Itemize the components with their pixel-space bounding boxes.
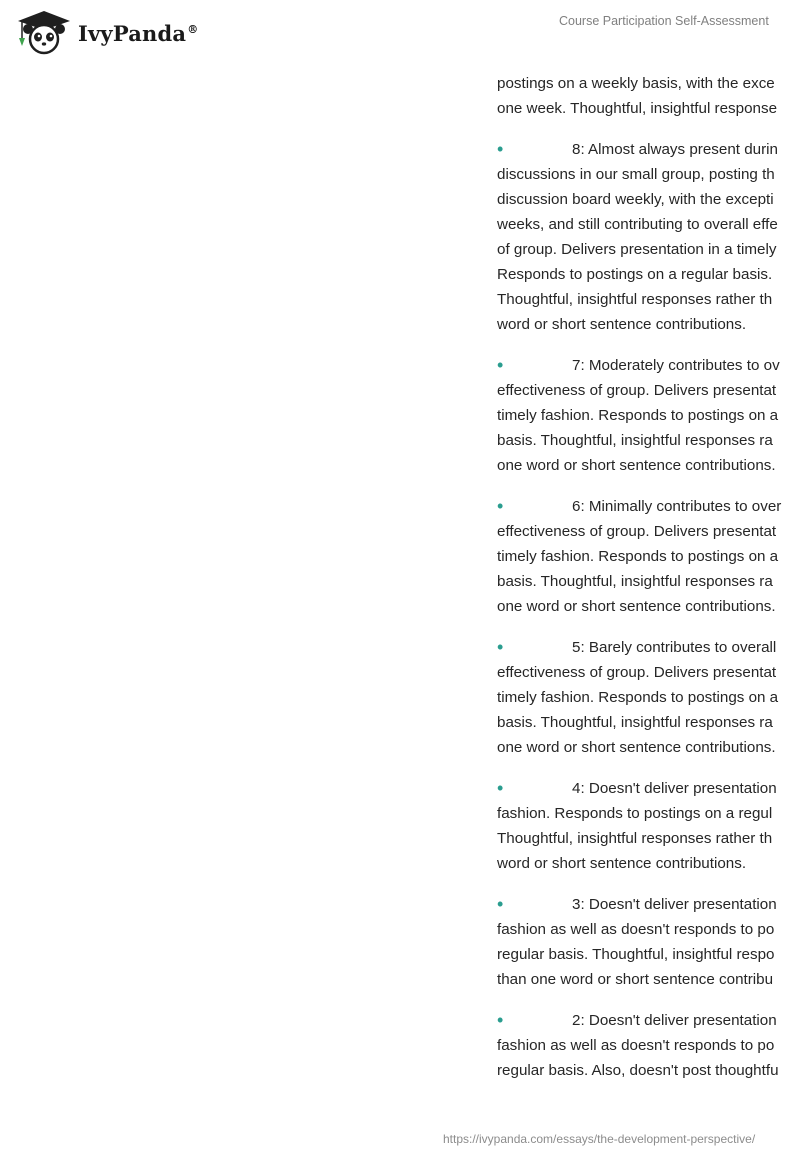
item-heading-text: 4: Doesn't deliver presentation	[572, 780, 777, 797]
text-line: fashion as well as doesn't responds to po	[497, 921, 775, 938]
text-line: Responds to postings on a regular basis.	[497, 266, 773, 283]
rubric-list-item	[497, 776, 800, 876]
text-line: regular basis. Thoughtful, insightful respo	[497, 946, 775, 963]
item-heading-text: 2: Doesn't deliver presentation	[572, 1012, 777, 1029]
rubric-list-item	[497, 635, 800, 760]
text-line	[497, 1008, 800, 1033]
text-line	[497, 892, 800, 917]
rubric-list	[497, 137, 800, 1083]
text-line: than one word or short sentence contribu	[497, 971, 774, 988]
text-line: timely fashion. Responds to postings on a	[497, 689, 779, 706]
text-line: effectiveness of group. Delivers presentat	[497, 523, 777, 540]
intro-paragraph	[497, 71, 800, 121]
bullet-icon: •	[497, 894, 504, 914]
text-line	[497, 776, 800, 801]
rubric-list-item	[497, 137, 800, 337]
text-line	[497, 635, 800, 660]
item-heading-text: 8: Almost always present durin	[572, 141, 778, 158]
text-line	[497, 137, 800, 162]
text-line: weeks, and still contributing to overall effe	[497, 216, 778, 233]
bullet-icon: •	[497, 1010, 504, 1030]
text-line: effectiveness of group. Delivers presentat	[497, 664, 777, 681]
text-line: postings on a weekly basis, with the exce	[497, 75, 775, 92]
source-url: https://ivypanda.com/essays/the-development-perspective/	[443, 1132, 756, 1146]
brand-name: IvyPanda®	[78, 20, 199, 46]
text-line: word or short sentence contributions.	[497, 855, 747, 872]
text-line: one word or short sentence contributions.	[497, 598, 776, 615]
text-line: one week. Thoughtful, insightful response	[497, 100, 778, 117]
text-line: basis. Thoughtful, insightful responses ra	[497, 714, 773, 731]
text-line	[497, 353, 800, 378]
item-heading-text: 5: Barely contributes to overall	[572, 639, 777, 656]
text-line: timely fashion. Responds to postings on a	[497, 407, 779, 424]
text-line: basis. Thoughtful, insightful responses ra	[497, 573, 773, 590]
text-line: word or short sentence contributions.	[497, 316, 747, 333]
bullet-icon: •	[497, 139, 504, 159]
text-line: basis. Thoughtful, insightful responses ra	[497, 432, 773, 449]
item-heading-text: 3: Doesn't deliver presentation	[572, 896, 777, 913]
document-body	[497, 71, 800, 1099]
item-heading-text: 6: Minimally contributes to over	[572, 498, 782, 515]
rubric-list-item	[497, 892, 800, 992]
text-line	[497, 494, 800, 519]
bullet-icon: •	[497, 496, 504, 516]
text-line: one word or short sentence contributions.	[497, 739, 776, 756]
text-line: discussion board weekly, with the excepti	[497, 191, 774, 208]
site-logo[interactable]	[14, 10, 198, 56]
bullet-icon: •	[497, 637, 504, 657]
text-line: of group. Delivers presentation in a timely	[497, 241, 777, 258]
rubric-list-item	[497, 494, 800, 619]
document-title: Course Participation Self-Assessment	[559, 14, 769, 28]
text-line: effectiveness of group. Delivers presentat	[497, 382, 777, 399]
text-line: Thoughtful, insightful responses rather th	[497, 830, 773, 847]
text-line: one word or short sentence contributions.	[497, 457, 776, 474]
rubric-list-item	[497, 353, 800, 478]
panda-logo-icon	[14, 10, 74, 56]
text-line: fashion. Responds to postings on a regul	[497, 805, 773, 822]
text-line: discussions in our small group, posting th	[497, 166, 775, 183]
text-line: Thoughtful, insightful responses rather th	[497, 291, 773, 308]
text-line: timely fashion. Responds to postings on a	[497, 548, 779, 565]
item-heading-text: 7: Moderately contributes to ov	[572, 357, 780, 374]
bullet-icon: •	[497, 355, 504, 375]
rubric-list-item	[497, 1008, 800, 1083]
bullet-icon: •	[497, 778, 504, 798]
text-line: regular basis. Also, doesn't post thoughtfu	[497, 1062, 779, 1079]
text-line: fashion as well as doesn't responds to po	[497, 1037, 775, 1054]
